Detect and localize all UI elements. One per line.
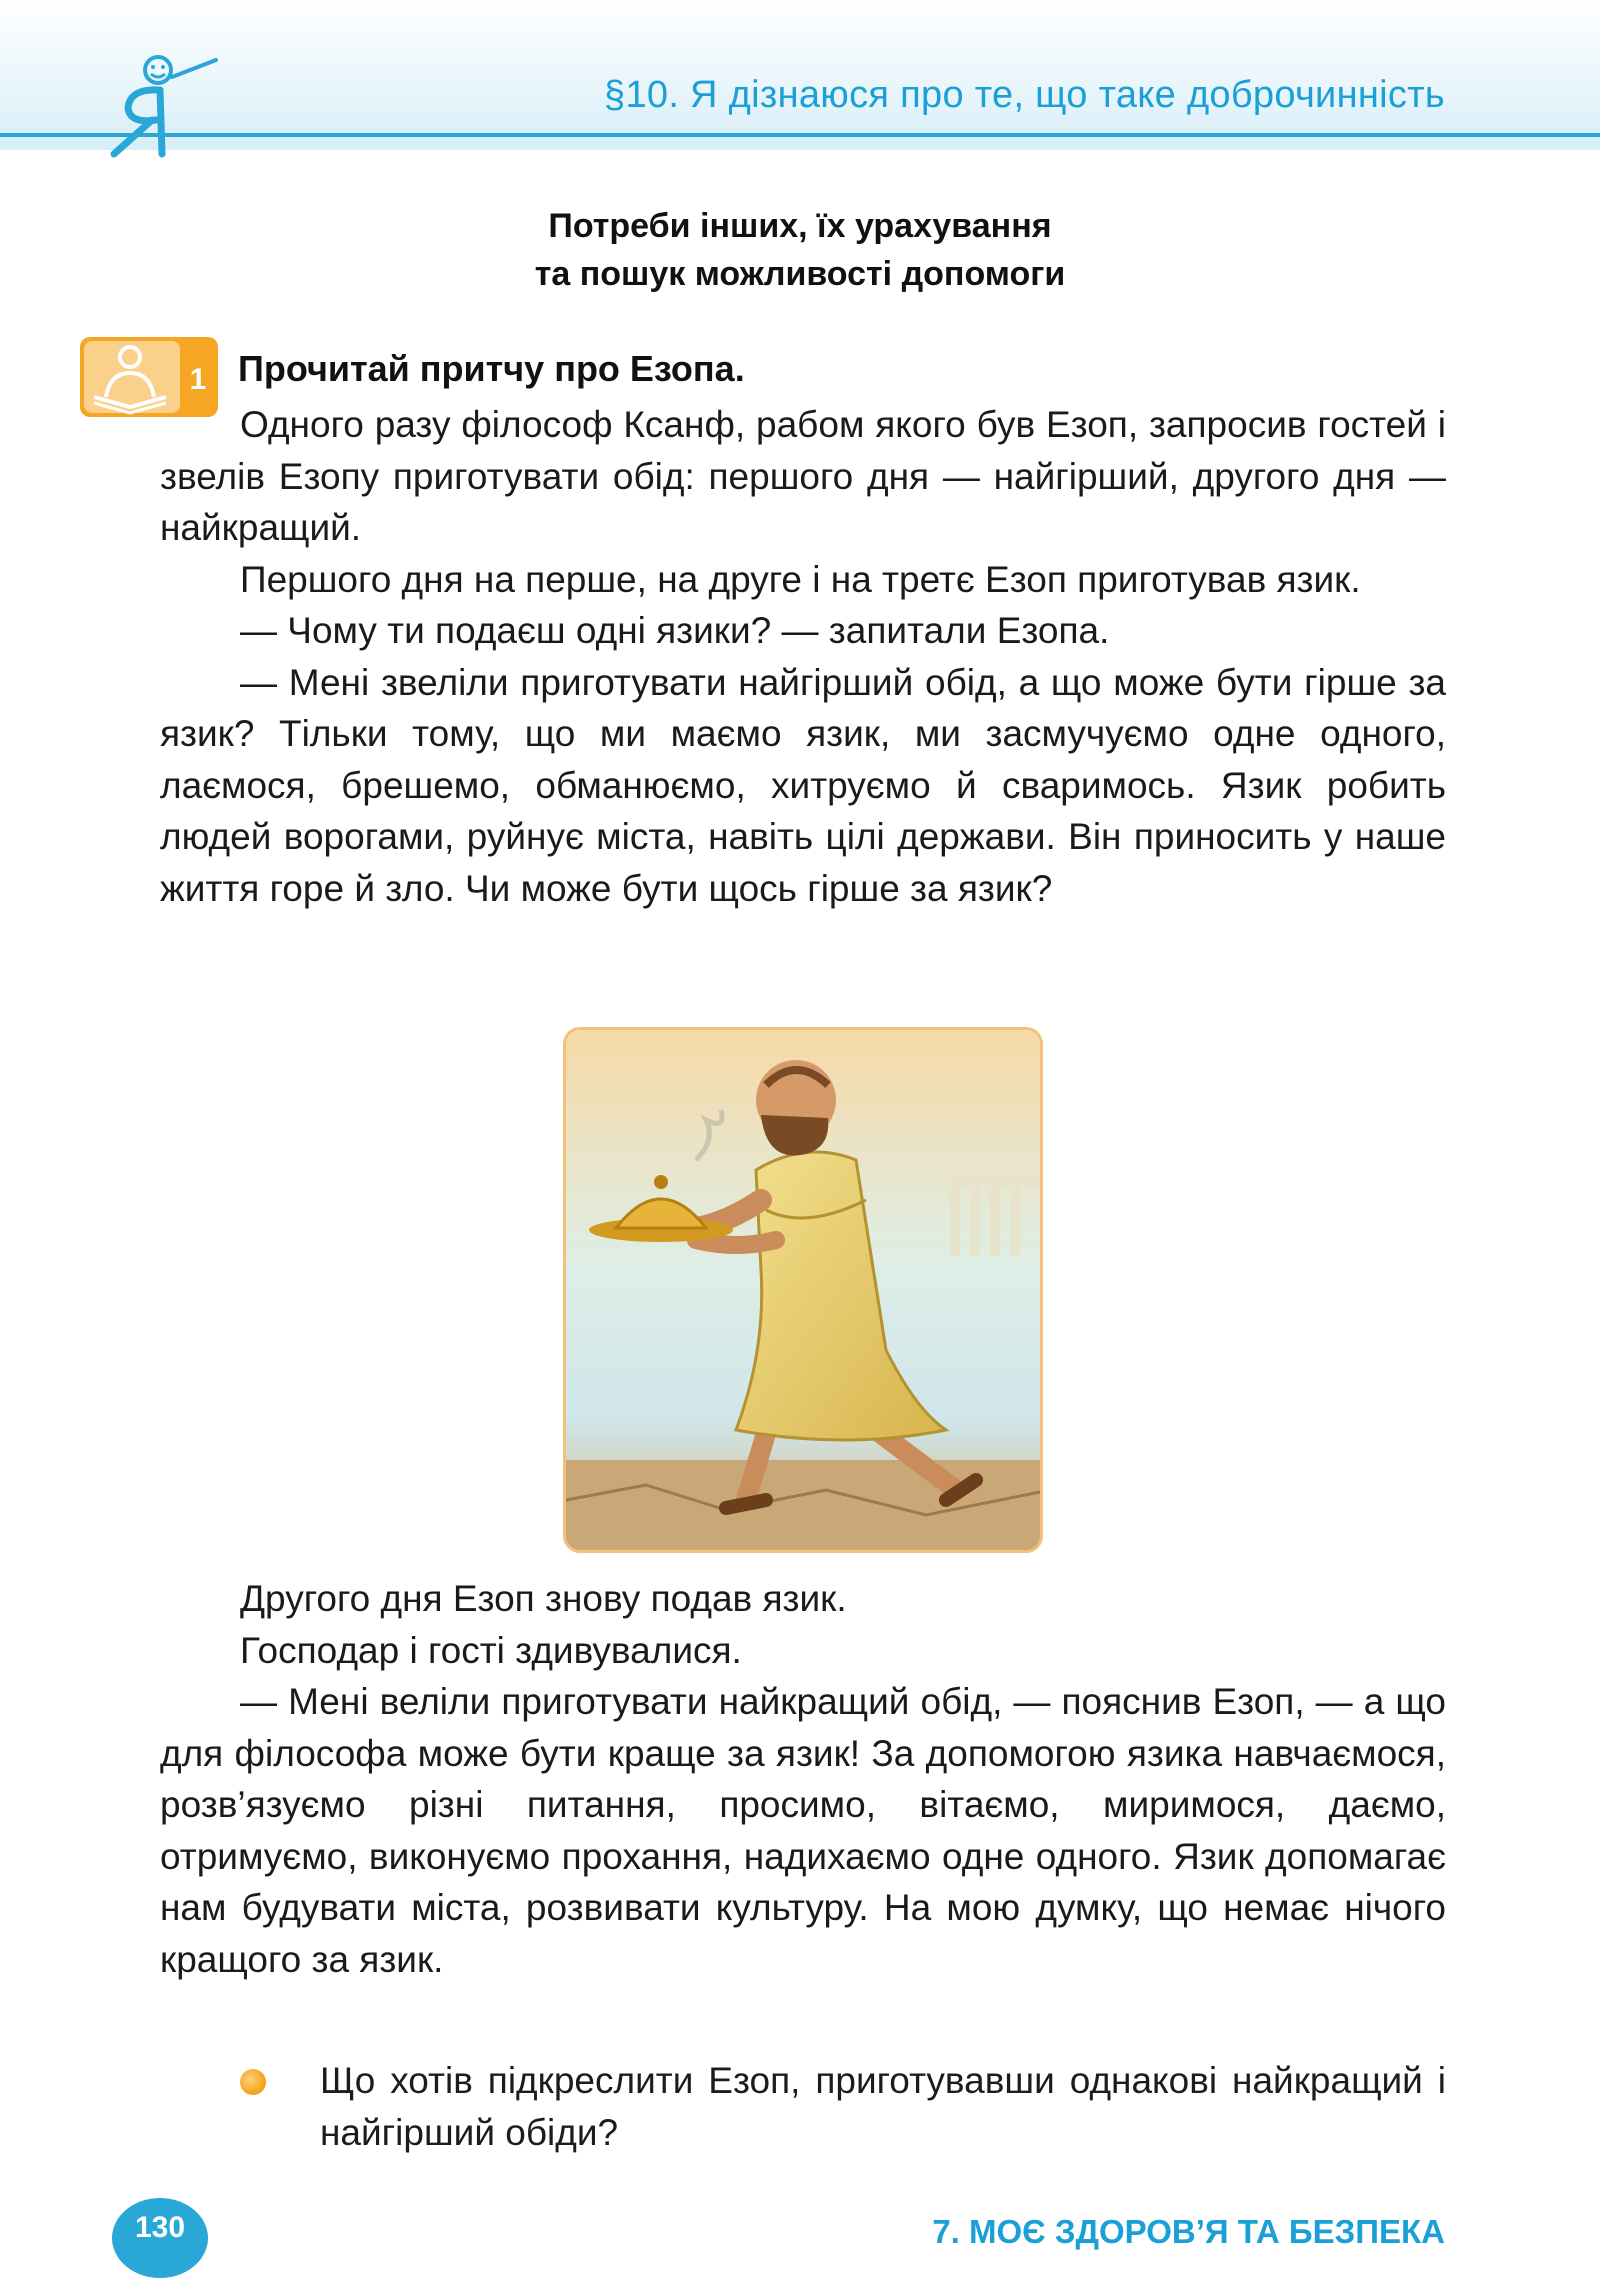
section-title-line-2: та пошук можливості допомоги bbox=[534, 255, 1066, 293]
story-paragraph: — Мені веліли приготувати найкращий обід, — пояснив Езоп, — а що для філософа може бути краще за язик! За допомогою язика навчаємося, розв’язуємо різні питання, просимо, вітаємо, миримося, даємо, отримуємо, виконуємо прохання, надихаємо одне одного. Язик допомагає нам будувати міста, розвивати культуру. На мою думку, що немає нічого кращого за язик. bbox=[160, 1681, 1446, 1980]
task-heading: Прочитай притчу про Езопа. bbox=[238, 348, 745, 389]
section-title bbox=[0, 202, 1600, 298]
bullet-dot-icon bbox=[240, 2069, 266, 2095]
story-paragraph: Господар і гості здивувалися. bbox=[240, 1629, 742, 1671]
question-text: Що хотів підкреслити Езоп, приготувавши однакові найкращий і найгірший обіди? bbox=[320, 2060, 1446, 2153]
header-rule bbox=[0, 133, 1600, 137]
ya-logo-icon bbox=[100, 50, 220, 160]
section-title-line-1: Потреби інших, їх урахування bbox=[548, 207, 1052, 245]
story-paragraph: — Чому ти подаєш одні язики? — запитали Езопа. bbox=[240, 610, 1110, 651]
aesop-carrying-dish-image bbox=[566, 1030, 1040, 1550]
unit-title: 7. МОЄ ЗДОРОВ’Я ТА БЕЗПЕКА bbox=[932, 2213, 1445, 2250]
story-paragraph: — Мені звеліли приготувати найгірший обід, а що може бути гірше за язик? Тільки тому, що ми маємо язик, ми засмучуємо одне одного, лаємося, брешемо, обманюємо, хитруємо й сваримось. Язик робить людей ворогами, руйнує міста, навіть цілі держави. Він приносить у наше життя горе й зло. Чи може бути щось гірше за язик? bbox=[160, 661, 1446, 909]
task-number: 1 bbox=[189, 363, 207, 396]
story-part-1 bbox=[160, 399, 1446, 914]
story-paragraph: Одного разу філософ Ксанф, рабом якого був Езоп, запросив гостей і звелів Езопу приготувати обід: першого дня — найгірший, другого дня — найкращий. bbox=[160, 404, 1446, 548]
story-part-2 bbox=[160, 1573, 1446, 1985]
aesop-illustration bbox=[566, 1030, 1040, 1550]
chapter-title: §10. Я дізнаюся про те, що таке доброчинність bbox=[604, 74, 1445, 116]
page-number: 130 bbox=[112, 2198, 208, 2278]
story-paragraph: Першого дня на перше, на друге і на третє Езоп приготував язик. bbox=[240, 558, 1361, 600]
page-header bbox=[0, 0, 1600, 150]
story-paragraph: Другого дня Езоп знову подав язик. bbox=[240, 1578, 847, 1619]
